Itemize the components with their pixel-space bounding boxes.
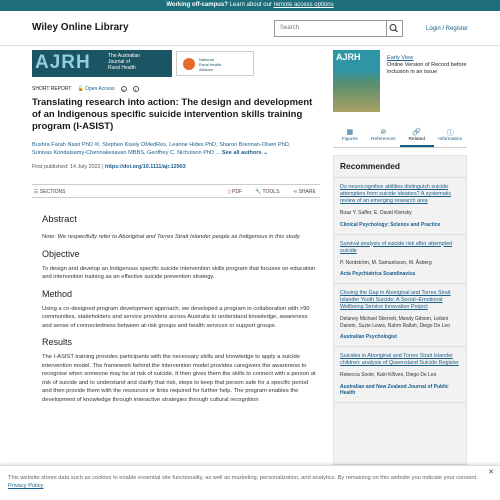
doi-link[interactable]: https://doi.org/10.1111/ajr.12903 [105, 164, 186, 170]
pdf-button[interactable] [228, 189, 242, 195]
search-button[interactable] [387, 20, 403, 37]
published-date: First published: 14 July 2022 | [32, 164, 106, 170]
journal-name [108, 53, 140, 71]
attribution-icon: i [133, 86, 139, 92]
tools-label: TOOLS [262, 189, 280, 195]
early-view-link[interactable]: Early View [387, 55, 414, 61]
search-input[interactable]: Search [274, 20, 387, 37]
cookie-message: This website stores data such as cookies to enable essential site functionality, as well as marketing, personalization, and analytics. By remaining on this website you indicate your consent. [8, 475, 478, 481]
results-text: The I-ASIST training provides participants with the necessary skills and knowledge to apply a suicide intervention model. The framework behind the intervention model provides caregivers the awareness to recognise when someone may be at risk of suicide. It then gives them the skills to connect with a person at risk of suicide and to understand and clarify that risk, steps to keep that person safe for a specific period and then provide them with the resources or links required for further help. The program enables the development of knowledge through interactive strategies through cultural recognition [42, 354, 316, 403]
information-icon: ⓘ [446, 130, 454, 137]
cookie-banner [0, 465, 500, 500]
sidebar-tabs [333, 125, 467, 148]
tab-related[interactable] [400, 125, 434, 147]
privacy-policy-link[interactable]: Privacy Policy [8, 483, 44, 489]
partner-name-line: National [199, 57, 214, 62]
recommended-journal[interactable]: Acta Psychiatrica Scandinavica [340, 271, 416, 277]
see-all-authors-link[interactable]: See all authors ⌄ [221, 150, 268, 156]
publication-info [32, 164, 186, 170]
journal-name-line: The Australian [108, 53, 140, 59]
recommended-heading: Recommended [334, 156, 466, 178]
journal-name-line: Journal of [108, 59, 130, 65]
objective-text: To design and develop an Indigenous specific suicide intervention skills program that focuses on education and intervention training as an effective suicide prevention strategy. [42, 265, 316, 280]
cover-acronym: AJRH [336, 52, 361, 62]
recommended-authors: Boaz Y. Saffer, E. David Klonsky [340, 210, 412, 216]
open-access-badge: 🔓 Open Access [77, 86, 115, 92]
pdf-icon: ▯ [228, 189, 231, 195]
share-label: SHARE [298, 189, 316, 195]
recommended-item [334, 178, 466, 235]
tab-label: Figures [341, 137, 358, 142]
method-heading: Method [42, 288, 73, 299]
recommended-authors: Rebecca Soole, Kairi Kõlves, Diego De Leo [340, 372, 437, 378]
method-text: Using a co-designed program development approach, we developed a program in collaboration with >90 communities, stakeholders and service providers across Australia to understand knowledge, awareness and sense of connectedness between at-risk groups and health services or support groups. [42, 305, 310, 329]
recommended-title-link[interactable]: Suicides in Aboriginal and Torres Strait Islander children: analysis of Queensland Suicide Register [340, 353, 459, 366]
partner-emblem-icon [183, 58, 195, 70]
sections-button[interactable] [34, 189, 65, 195]
author-line[interactable]: Bushra Farah Nasir PhD ✉, Stephen Kisely DMedRes, Leanne Hides PhD, Sharon Brennan-Olsen PhD, [32, 142, 291, 148]
site-logo[interactable]: Wiley Online Library [32, 22, 129, 33]
abstract-heading: Abstract [42, 214, 77, 225]
recommended-item [334, 347, 466, 403]
recommended-panel [333, 155, 467, 465]
article-meta [32, 86, 139, 92]
partner-name-line: Alliance [199, 67, 214, 72]
share-icon: ⋖ [293, 189, 298, 195]
partner-name [199, 57, 221, 72]
tab-figures[interactable] [333, 125, 367, 147]
article-type: SHORT REPORT [32, 86, 72, 92]
tab-label: Related [408, 137, 426, 142]
sections-icon: ☷ [34, 189, 39, 195]
login-link[interactable]: Login / Register [426, 26, 469, 32]
recommended-item [334, 284, 466, 347]
author-list [32, 141, 317, 157]
early-view-description: Online Version of Record before inclusion in an issue [387, 62, 467, 75]
journal-acronym: AJRH [35, 52, 91, 73]
early-view-info [387, 55, 467, 76]
recommended-title-link[interactable]: Survival analysis of suicide risk after attempted suicide [340, 240, 453, 254]
banner-bold: Working off-campus? [166, 2, 228, 8]
abstract-section [42, 214, 318, 411]
recommended-item [334, 235, 466, 285]
sections-label: SECTIONS [39, 189, 66, 195]
tools-button[interactable] [255, 189, 279, 195]
pdf-label: PDF [232, 189, 243, 195]
cookie-text [8, 474, 488, 490]
journal-cover-image[interactable] [333, 50, 380, 112]
tab-label: References [370, 137, 396, 142]
tab-label: Information [438, 137, 463, 142]
remote-access-link[interactable]: remote access options [273, 2, 334, 8]
site-header [0, 11, 500, 46]
recommended-title-link[interactable]: Do neurocognitive abilities distinguish suicide attempters from suicide ideators? A systematic review of an emerging research area [340, 184, 452, 204]
references-icon: ⊘ [380, 129, 387, 136]
results-heading: Results [42, 337, 73, 347]
share-button[interactable] [293, 189, 316, 195]
recommended-title-link[interactable]: Closing the Gap in Aboriginal and Torres Strait Islander Youth Suicide: A Social–Emotional Wellbeing Service Innovation Project [340, 290, 451, 310]
author-line[interactable]: Srinivas Kondalsamy-Chennakesavan MBBS, Geoffrey C. Nicholson PhD ... [32, 150, 221, 156]
partner-name-line: Rural Health [199, 62, 222, 67]
note-label: Note: [42, 234, 56, 240]
recommended-authors: P. Nordström, M. Samuelsson, M. Åsberg [340, 259, 432, 266]
wrench-icon: 🔧 [255, 189, 262, 195]
tab-information[interactable] [434, 125, 468, 147]
banner-text: Learn about our [227, 2, 274, 8]
tab-references[interactable] [367, 125, 401, 147]
open-access-label: Open Access [85, 86, 115, 92]
close-icon[interactable]: ✕ [488, 469, 494, 476]
related-icon: 🔗 [412, 129, 422, 136]
journal-name-line: Rural Health [108, 65, 136, 71]
objective-heading: Objective [42, 248, 80, 259]
article-title: Translating research into action: The design and development of an Indigenous specific suicide intervention skills training program (I-ASIST) [32, 97, 313, 132]
recommended-authors: Delaney Michael Skerrett, Mandy Gibson, Leilani Darwin, Suzie Lewis, Rahm Rallah, Diego De Leo [340, 316, 451, 329]
remote-access-banner [0, 0, 500, 11]
recommended-journal[interactable]: Clinical Psychology: Science and Practice [340, 221, 441, 228]
recommended-journal[interactable]: Australian Psychologist [340, 334, 397, 340]
abstract-note [42, 233, 318, 242]
creative-commons-icon: c [122, 87, 125, 92]
figures-icon: ▦ [346, 129, 354, 136]
note-text: We respectfully refer to Aboriginal and Torres Strait Islander people as Indigenous in this study. [55, 234, 301, 240]
recommended-journal[interactable]: Australian and New Zealand Journal of Public Health [340, 383, 449, 396]
search-icon [387, 21, 401, 36]
article-toolbar [32, 184, 320, 198]
journal-banner[interactable] [32, 50, 172, 77]
partner-logo[interactable] [176, 51, 254, 76]
